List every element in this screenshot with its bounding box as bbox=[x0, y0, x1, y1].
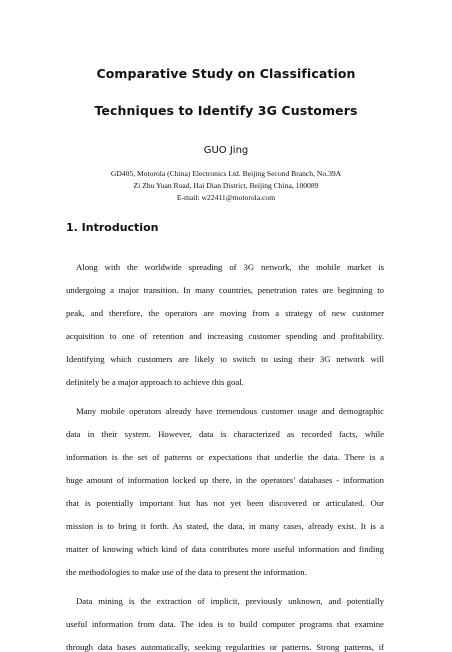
paragraph-3-line: Data mining is the extraction of implicit, previously unknown, and potentially bbox=[76, 596, 384, 606]
paragraph-2-line: information is the set of patterns or expectations that underlie the data. There is a bbox=[66, 452, 384, 462]
paragraph-1-line: Along with the worldwide spreading of 3G network, the mobile market is bbox=[76, 262, 384, 272]
paragraph-1-line: peak, and therefore, the operators are moving from a strategy of new customer bbox=[66, 308, 384, 318]
paragraph-1-line: acquisition to one of retention and increasing customer spending and profitability. bbox=[66, 331, 384, 341]
author-email: E-mail: w22411@motorola.com bbox=[176, 193, 276, 202]
affiliation-line-1: GD405, Motorola (China) Electronics Ltd. Beijing Second Branch, No.39A bbox=[110, 169, 342, 178]
paragraph-3-line: through data bases automatically, seeking regularities or patterns. Strong patterns, if bbox=[66, 642, 384, 652]
paragraph-1-line: Identifying which customers are likely to switch to using their 3G network will bbox=[66, 354, 384, 364]
paragraph-2-line: that is potentially important but has not yet been discovered or articulated. Our bbox=[66, 498, 384, 508]
paragraph-1-line: definitely be a major approach to achieve this goal. bbox=[66, 377, 244, 387]
paragraph-2-line: mission is to bring it forth. As stated, the data, in many cases, already exist. It is a bbox=[66, 521, 384, 531]
paragraph-2-line: data in their system. However, data is characterized as recorded facts, while bbox=[66, 429, 384, 439]
paragraph-1-line: undergoing a major transition. In many countries, penetration rates are beginning to bbox=[66, 285, 384, 295]
paper-title-line-2: Techniques to Identify 3G Customers bbox=[94, 103, 358, 118]
affiliation-line-2: Zi Zhu Yuan Road, Hai Dian District, Beijing China, 100089 bbox=[133, 181, 319, 190]
paragraph-3-line: useful information from data. The idea is to build computer programs that examine bbox=[66, 619, 384, 629]
paragraph-2-line: huge amount of information locked up there, in the operators’ databases - information bbox=[66, 475, 384, 485]
paragraph-2-line: matter of knowing which kind of data contributes more useful information and finding bbox=[66, 544, 384, 554]
paragraph-2-line: Many mobile operators already have tremendous customer usage and demographic bbox=[76, 406, 384, 416]
paragraph-2-line: the methodologies to make use of the data to present the information. bbox=[66, 567, 307, 577]
author-name: GUO Jing bbox=[203, 145, 249, 156]
section-heading: 1. Introduction bbox=[66, 221, 159, 234]
paper-title-line-1: Comparative Study on Classification bbox=[96, 66, 356, 81]
